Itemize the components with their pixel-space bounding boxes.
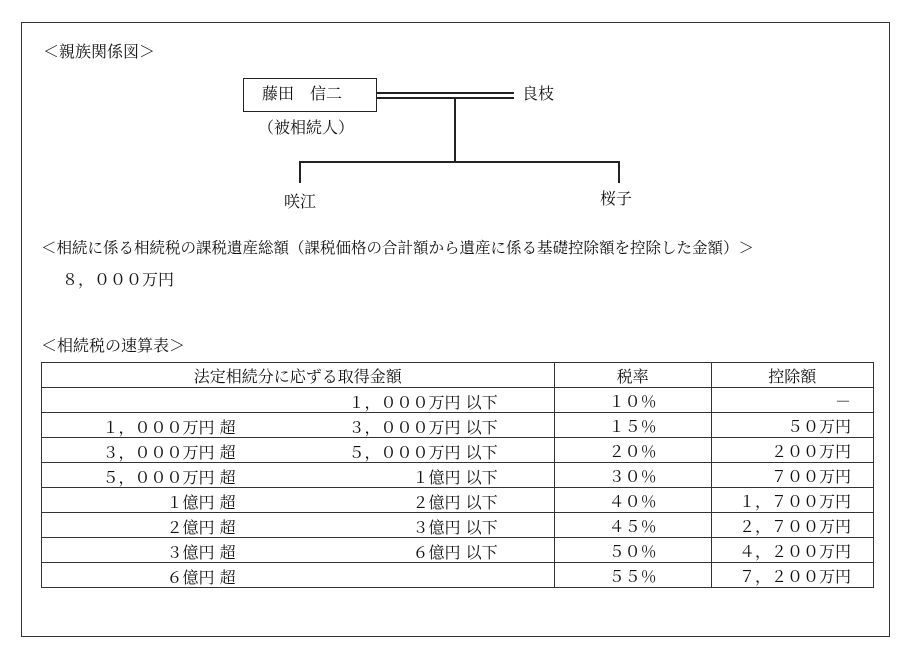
lower-bound: １億円 超 <box>166 493 236 512</box>
estate-heading: ＜相続に係る相続税の課税遺産総額（課税価格の合計額から遺産に係る基礎控除額を控除した金額）＞ <box>41 239 755 257</box>
table-row <box>42 538 874 563</box>
table-row <box>42 388 874 413</box>
lower-bound: ５，０００万円 超 <box>102 468 236 487</box>
header-deduction: 控除額 <box>711 363 873 388</box>
tax-rate: ２０％ <box>554 438 711 463</box>
table-heading: ＜相続税の速算表＞ <box>41 336 186 355</box>
child-right-line <box>618 161 620 183</box>
deduction: １，７００万円 <box>711 488 873 513</box>
table-row <box>42 463 874 488</box>
header-rate: 税率 <box>554 363 711 388</box>
upper-bound: ３，０００万円 以下 <box>348 418 498 437</box>
deduction: － <box>711 388 873 413</box>
estate-amount: ８，０００万円 <box>62 270 175 289</box>
deduction: ２，７００万円 <box>711 513 873 538</box>
deceased-note: （被相続人） <box>258 118 355 137</box>
deduction: ４，２００万円 <box>711 538 873 563</box>
table-row <box>42 438 874 463</box>
sibling-line <box>299 161 619 163</box>
tax-rate: ３０％ <box>554 463 711 488</box>
deduction: ７，２００万円 <box>711 563 873 588</box>
upper-bound: １億円 以下 <box>412 468 498 487</box>
family-heading: ＜親族関係図＞ <box>43 42 156 61</box>
table-header-row <box>42 363 874 388</box>
lower-bound: ３，０００万円 超 <box>102 443 236 462</box>
table-row <box>42 413 874 438</box>
deceased-name: 藤田 信二 <box>262 84 343 103</box>
upper-bound: ５，０００万円 以下 <box>348 443 498 462</box>
tax-rate: ４５％ <box>554 513 711 538</box>
lower-bound: ２億円 超 <box>166 518 236 537</box>
upper-bound: １，０００万円 以下 <box>348 393 498 412</box>
child-right-name: 桜子 <box>600 189 633 208</box>
tax-rate-table <box>41 362 874 588</box>
deduction: ５０万円 <box>711 413 873 438</box>
table-row <box>42 513 874 538</box>
child-left-name: 咲江 <box>284 192 317 211</box>
tax-rate: １５％ <box>554 413 711 438</box>
lower-bound: ６億円 超 <box>166 568 236 587</box>
tax-rate: ４０％ <box>554 488 711 513</box>
lower-bound: １，０００万円 超 <box>102 418 236 437</box>
tax-rate: ５０％ <box>554 538 711 563</box>
tax-rate: １０％ <box>554 388 711 413</box>
table-row <box>42 488 874 513</box>
child-left-line <box>299 161 301 183</box>
marriage-line-top <box>377 92 514 94</box>
table-row <box>42 563 874 588</box>
deduction: ７００万円 <box>711 463 873 488</box>
deduction: ２００万円 <box>711 438 873 463</box>
marriage-line-bottom <box>377 97 514 99</box>
upper-bound: ６億円 以下 <box>412 543 498 562</box>
descent-line <box>454 98 456 162</box>
spouse-name: 良枝 <box>522 84 555 103</box>
upper-bound: ２億円 以下 <box>412 493 498 512</box>
upper-bound: ３億円 以下 <box>412 518 498 537</box>
tax-rate: ５５％ <box>554 563 711 588</box>
header-amount: 法定相続分に応ずる取得金額 <box>42 363 555 388</box>
lower-bound: ３億円 超 <box>166 543 236 562</box>
